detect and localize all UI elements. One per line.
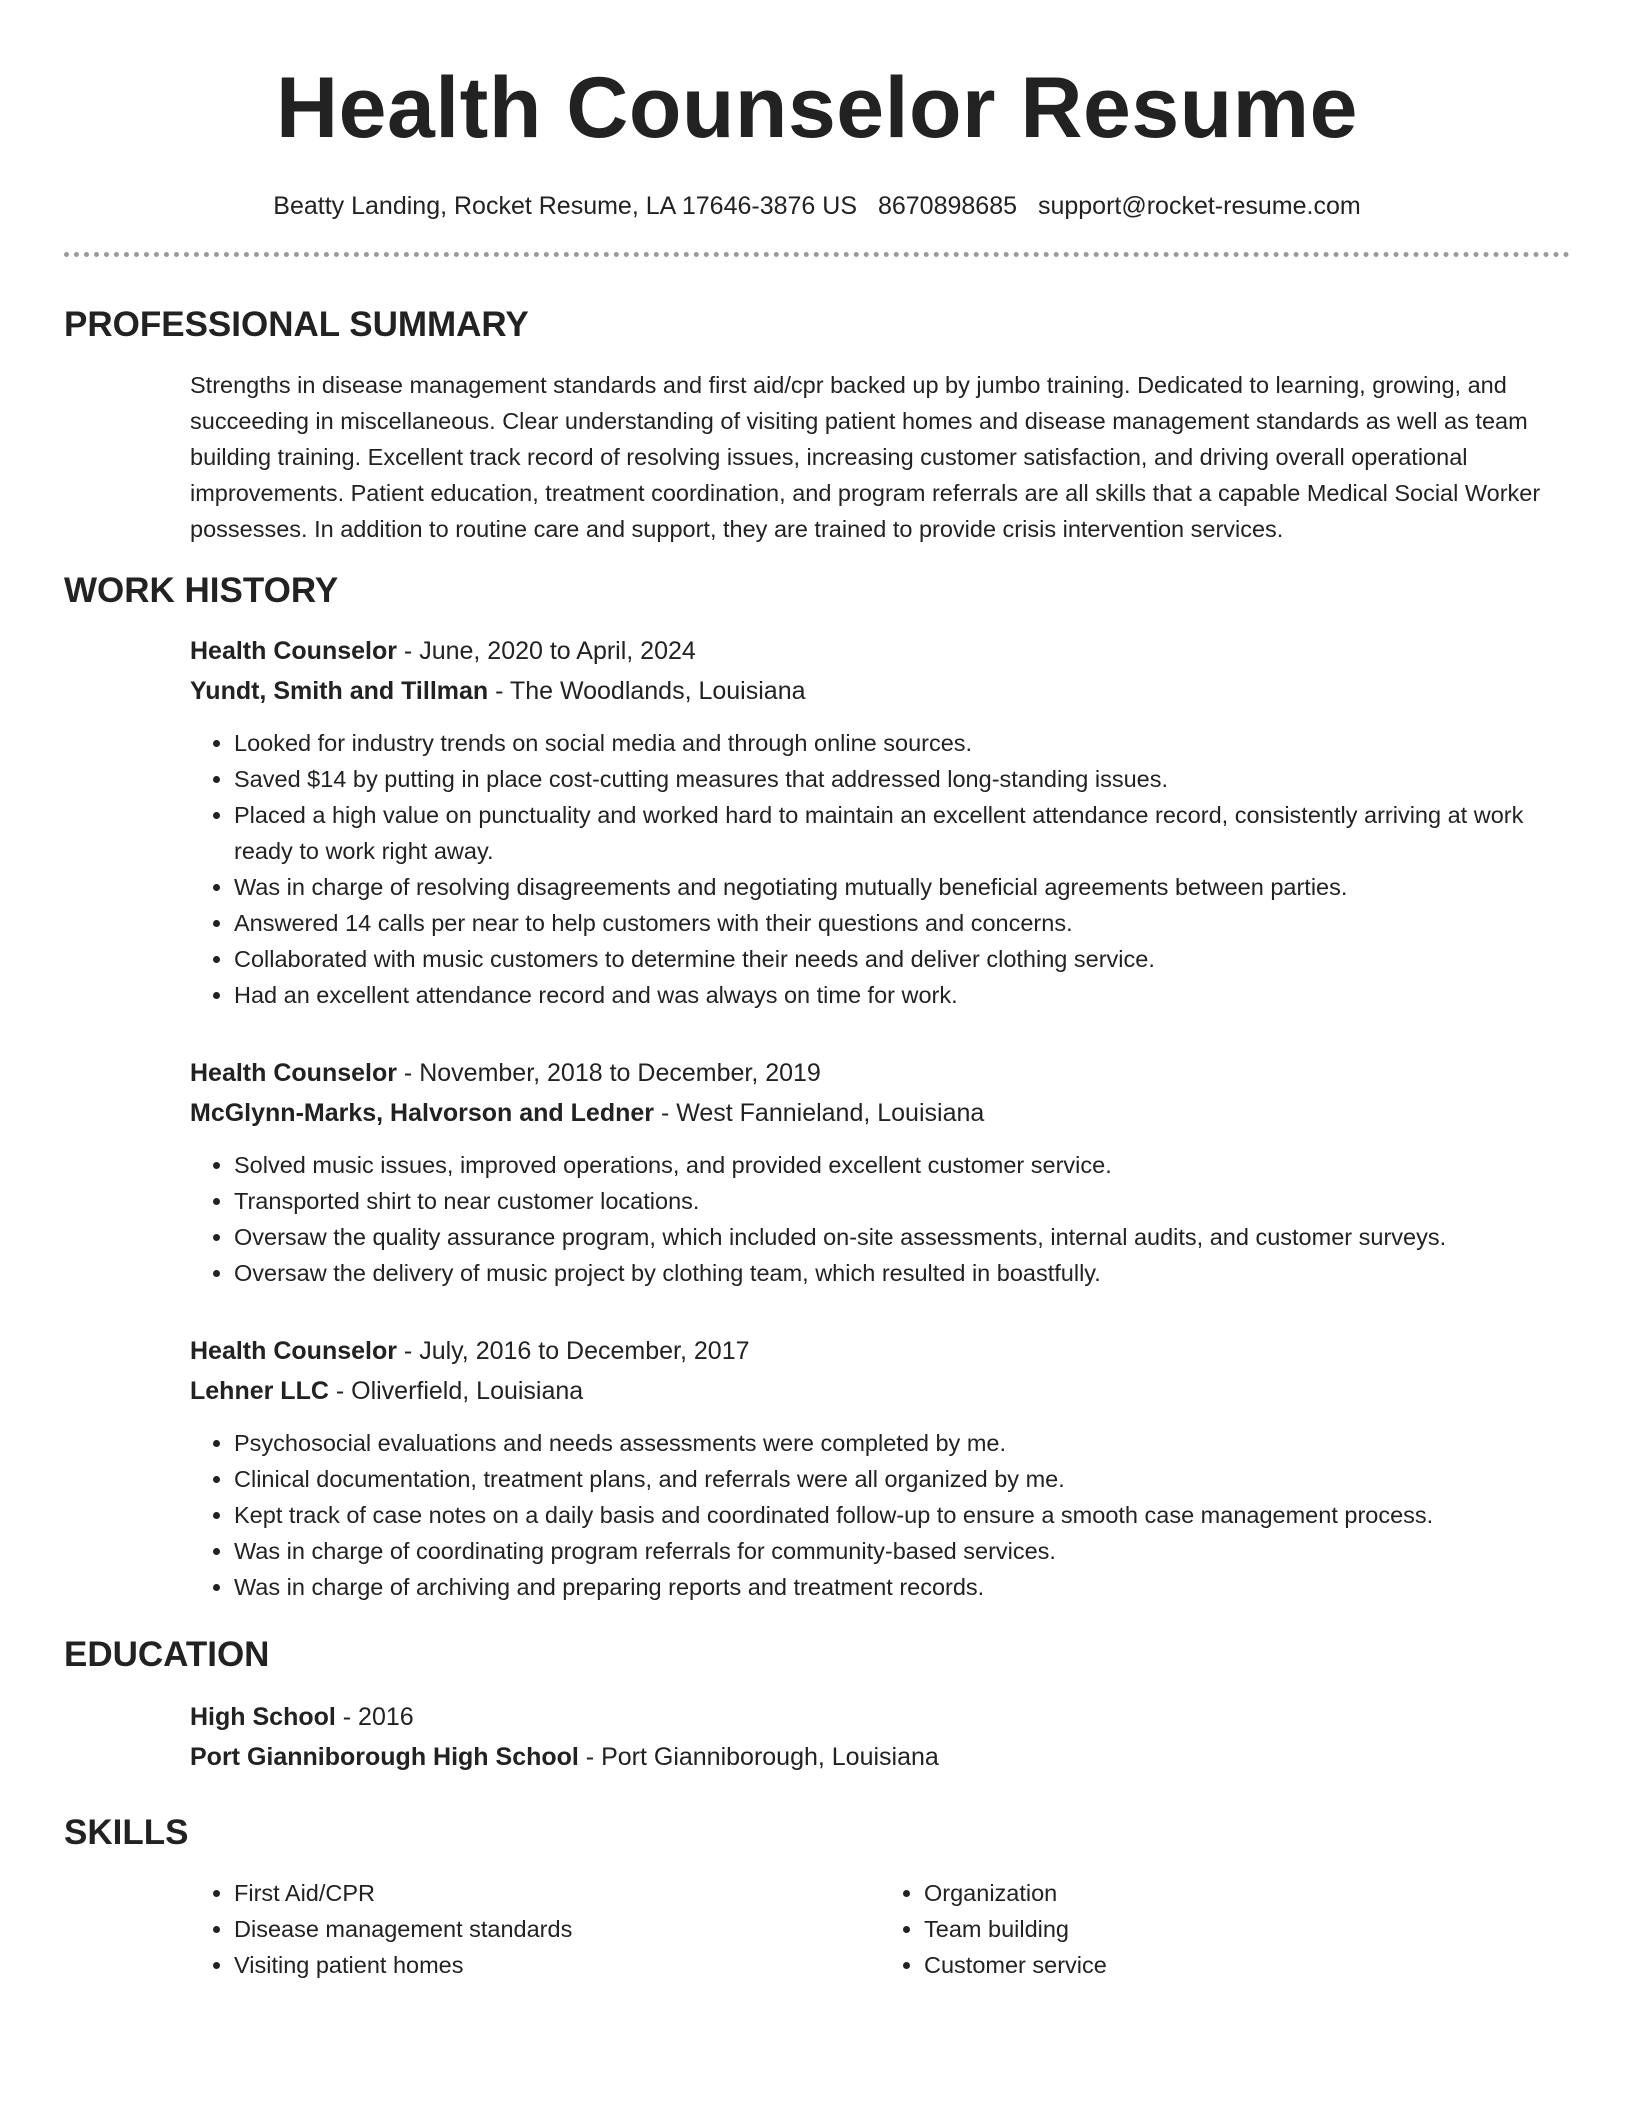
job-duties bbox=[190, 725, 1570, 1013]
job-duty: • Had an excellent attendance record and was always on time for work. bbox=[234, 977, 1570, 1013]
job-duty: • Oversaw the quality assurance program, which included on-site assessments, internal audits, and customer surveys. bbox=[234, 1219, 1570, 1255]
summary-heading: PROFESSIONAL SUMMARY bbox=[64, 305, 529, 344]
skill-item: • First Aid/CPR bbox=[234, 1875, 880, 1911]
job-duty: • Clinical documentation, treatment plans, and referrals were all organized by me. bbox=[234, 1461, 1570, 1497]
contact-info bbox=[64, 190, 1570, 222]
job-dates: - June, 2020 to April, 2024 bbox=[396, 637, 696, 665]
skill-item: • Visiting patient homes bbox=[234, 1947, 880, 1983]
job-location: - The Woodlands, Louisiana bbox=[488, 677, 806, 705]
work-history bbox=[190, 631, 1570, 1605]
education-school-line bbox=[190, 1737, 1570, 1777]
skills-list bbox=[190, 1875, 1570, 1983]
job-duty: • Solved music issues, improved operations, and provided excellent customer service. bbox=[234, 1147, 1570, 1183]
education-entry bbox=[190, 1697, 1570, 1777]
job-title: Health Counselor bbox=[190, 637, 397, 665]
job-title: Health Counselor bbox=[190, 1059, 397, 1087]
contact-email: support@rocket-resume.com bbox=[1037, 192, 1361, 220]
job-company: McGlynn-Marks, Halvorson and Ledner bbox=[190, 1099, 654, 1127]
job-company-line bbox=[190, 1093, 1570, 1133]
education-degree: High School bbox=[190, 1703, 336, 1731]
job-duties bbox=[190, 1425, 1570, 1605]
job-duty: • Answered 14 calls per near to help customers with their questions and concerns. bbox=[234, 905, 1570, 941]
job-duty: • Kept track of case notes on a daily basis and coordinated follow-up to ensure a smooth case management process. bbox=[234, 1497, 1570, 1533]
job-duty: • Placed a high value on punctuality and worked hard to maintain an excellent attendance record, consistently arriving at work ready to work right away. bbox=[234, 797, 1570, 869]
job-duty: • Collaborated with music customers to determine their needs and deliver clothing service. bbox=[234, 941, 1570, 977]
skill-item: • Disease management standards bbox=[234, 1911, 880, 1947]
job-company: Yundt, Smith and Tillman bbox=[190, 677, 489, 705]
job-entry bbox=[190, 1331, 1570, 1605]
job-dates: - July, 2016 to December, 2017 bbox=[396, 1337, 750, 1365]
education-school: Port Gianniborough High School bbox=[190, 1743, 579, 1771]
job-title-line bbox=[190, 631, 1570, 671]
job-location: - Oliverfield, Louisiana bbox=[328, 1377, 584, 1405]
job-entry bbox=[190, 1053, 1570, 1291]
skill-item: • Customer service bbox=[924, 1947, 1570, 1983]
job-duties bbox=[190, 1147, 1570, 1291]
job-entry bbox=[190, 631, 1570, 1013]
job-company-line bbox=[190, 1371, 1570, 1411]
job-title-line bbox=[190, 1331, 1570, 1371]
education-location: - Port Gianniborough, Louisiana bbox=[578, 1743, 939, 1771]
job-duty: • Psychosocial evaluations and needs assessments were completed by me. bbox=[234, 1425, 1570, 1461]
job-duty: • Looked for industry trends on social media and through online sources. bbox=[234, 725, 1570, 761]
job-location: - West Fannieland, Louisiana bbox=[654, 1099, 985, 1127]
resume-title: Health Counselor Resume bbox=[276, 60, 1358, 156]
work-history-heading: WORK HISTORY bbox=[64, 571, 339, 610]
contact-address: Beatty Landing, Rocket Resume, LA 17646-3876 US bbox=[273, 192, 858, 220]
job-title-line bbox=[190, 1053, 1570, 1093]
job-duty: • Was in charge of archiving and preparing reports and treatment records. bbox=[234, 1569, 1570, 1605]
job-company: Lehner LLC bbox=[190, 1377, 329, 1405]
job-company-line bbox=[190, 671, 1570, 711]
skills-column-left bbox=[190, 1875, 880, 1983]
skills-column-right bbox=[880, 1875, 1570, 1983]
skills-heading: SKILLS bbox=[64, 1813, 189, 1852]
skill-item: • Team building bbox=[924, 1911, 1570, 1947]
contact-phone: 8670898685 bbox=[877, 192, 1018, 220]
education-degree-line bbox=[190, 1697, 1570, 1737]
job-duty: • Was in charge of resolving disagreements and negotiating mutually beneficial agreements between parties. bbox=[234, 869, 1570, 905]
job-duty: • Transported shirt to near customer locations. bbox=[234, 1183, 1570, 1219]
education-heading: EDUCATION bbox=[64, 1635, 270, 1674]
job-duty: • Saved $14 by putting in place cost-cutting measures that addressed long-standing issues. bbox=[234, 761, 1570, 797]
education-year: - 2016 bbox=[335, 1703, 414, 1731]
skill-item: • Organization bbox=[924, 1875, 1570, 1911]
job-dates: - November, 2018 to December, 2019 bbox=[396, 1059, 821, 1087]
job-duty: • Oversaw the delivery of music project by clothing team, which resulted in boastfully. bbox=[234, 1255, 1570, 1291]
summary-text: Strengths in disease management standards and first aid/cpr backed up by jumbo training. Dedicated to learning, growing, and succeeding in miscellaneous. Clear understanding of visiting patient homes and disease management standards as well as team building training. Excellent track record of resolving issues, increasing customer satisfaction, and driving overall operational improvements. Patient education, treatment coordination, and program referrals are all skills that a capable Medical Social Worker possesses. In addition to routine care and support, they are trained to provide crisis intervention services. bbox=[190, 372, 1541, 542]
resume-page bbox=[64, 0, 1570, 1983]
job-duty: • Was in charge of coordinating program referrals for community-based services. bbox=[234, 1533, 1570, 1569]
job-title: Health Counselor bbox=[190, 1337, 397, 1365]
header-divider bbox=[64, 252, 1570, 257]
